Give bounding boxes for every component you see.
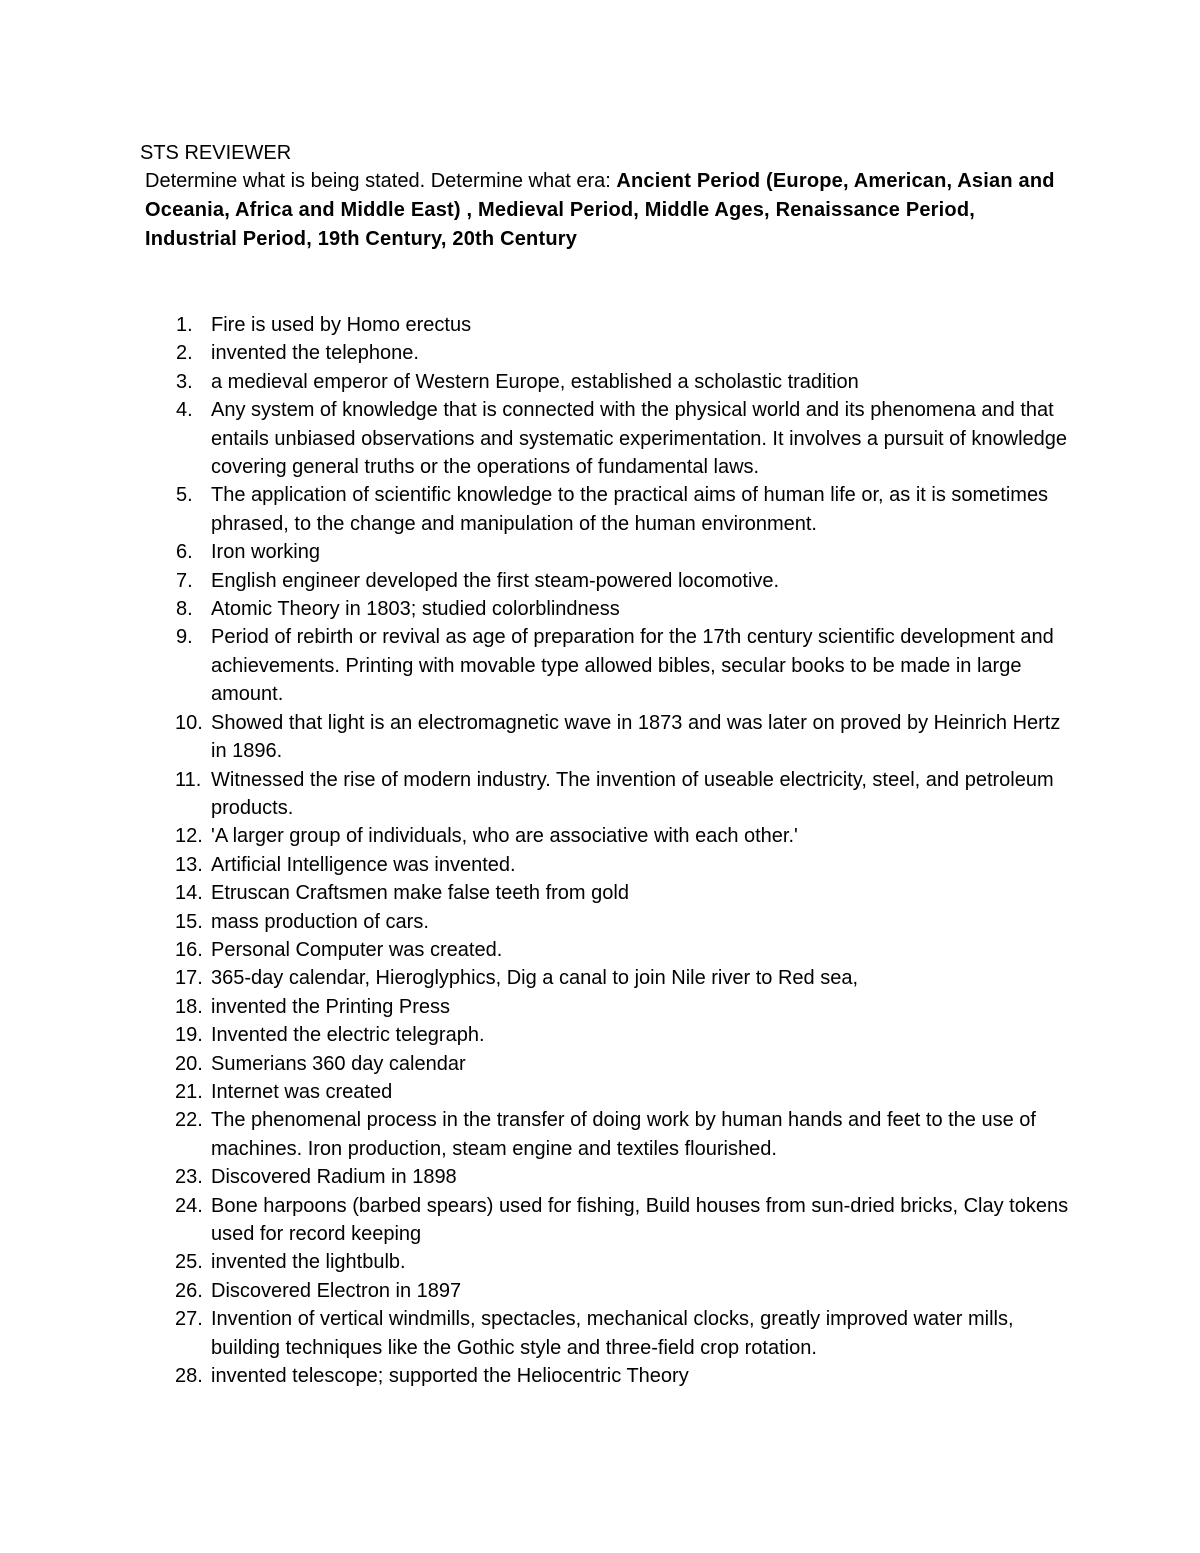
list-item: [140, 1163, 1070, 1191]
item-text: The phenomenal process in the transfer of doing work by human hands and feet to the use of machines. Iron production, steam engine and textiles flourished.: [211, 1109, 1036, 1160]
list-item: [140, 908, 1070, 936]
list-item: [140, 1106, 1070, 1163]
item-text: Discovered Radium in 1898: [211, 1166, 457, 1189]
item-text: Fire is used by Homo erectus: [211, 314, 472, 336]
item-number: 24.: [175, 1194, 203, 1217]
instructions: [140, 167, 1070, 254]
item-text: Artificial Intelligence was invented.: [211, 853, 516, 876]
list-item: [140, 538, 1070, 566]
item-text: Bone harpoons (barbed spears) used for fishing, Build houses from sun-dried bricks, Clay tokens used for record keeping: [211, 1194, 1069, 1245]
item-number: 16.: [175, 938, 203, 961]
list-item: [140, 311, 1070, 339]
list-item: [140, 1078, 1070, 1106]
item-number: 5.: [176, 484, 193, 507]
item-number: 3.: [176, 370, 193, 393]
item-text: Period of rebirth or revival as age of preparation for the 17th century scientific development and achievements. Printing with movable type allowed bibles, secular books to be made in large amount.: [211, 626, 1054, 706]
item-number: 22.: [175, 1109, 203, 1132]
item-number: 6.: [176, 541, 193, 564]
item-number: 23.: [175, 1166, 203, 1189]
list-item: [140, 1305, 1070, 1362]
item-number: 2.: [176, 342, 193, 365]
item-text: English engineer developed the first steam-powered locomotive.: [211, 569, 780, 592]
list-item: [140, 1277, 1070, 1305]
list-item: [140, 993, 1070, 1021]
era-list: Ancient Period (Europe, American, Asian and Oceania, Africa and Middle East) , Medieval Period, Middle Ages, Renaissance Period, Industrial Period, 19th Century, 20th Century: [145, 170, 1055, 250]
item-text: invented the Printing Press: [211, 995, 451, 1018]
list-item: [140, 339, 1070, 367]
item-number: 20.: [175, 1052, 203, 1075]
item-text: Atomic Theory in 1803; studied colorblindness: [211, 598, 620, 621]
list-item: [140, 623, 1070, 708]
item-number: 10.: [175, 711, 203, 734]
item-text: The application of scientific knowledge to the practical aims of human life or, as it is sometimes phrased, to the change and manipulation of the human environment.: [211, 484, 1049, 535]
item-text: Showed that light is an electromagnetic wave in 1873 and was later on proved by Heinrich Hertz in 1896.: [211, 711, 1061, 763]
item-text: 'A larger group of individuals, who are associative with each other.': [211, 825, 798, 848]
list-item: [140, 822, 1070, 850]
item-number: 15.: [175, 910, 203, 933]
item-text: Etruscan Craftsmen make false teeth from gold: [211, 882, 629, 905]
list-item: [140, 1362, 1070, 1390]
item-number: 9.: [176, 626, 193, 649]
item-number: 28.: [175, 1365, 203, 1388]
item-text: Discovered Electron in 1897: [211, 1279, 462, 1302]
item-text: Sumerians 360 day calendar: [211, 1052, 466, 1075]
item-text: invented the lightbulb.: [211, 1251, 406, 1274]
item-number: 8.: [176, 598, 193, 621]
list-item: [140, 567, 1070, 595]
list-item: [140, 1248, 1070, 1276]
item-text: Iron working: [211, 541, 320, 564]
list-item: [140, 1192, 1070, 1249]
list-item: [140, 936, 1070, 964]
list-item: [140, 396, 1070, 481]
list-item: [140, 766, 1070, 823]
list-item: [140, 368, 1070, 396]
item-number: 17.: [175, 967, 203, 990]
question-list: [140, 311, 1070, 1390]
item-text: mass production of cars.: [211, 910, 429, 933]
item-text: a medieval emperor of Western Europe, established a scholastic tradition: [211, 370, 859, 393]
document-page: [140, 139, 1070, 1388]
item-text: Personal Computer was created.: [211, 938, 503, 961]
item-number: 27.: [175, 1308, 203, 1331]
item-number: 26.: [175, 1279, 203, 1302]
item-number: 7.: [176, 569, 193, 592]
item-text: Internet was created: [211, 1080, 393, 1103]
item-number: 1.: [176, 314, 193, 336]
list-item: [140, 709, 1070, 766]
item-number: 19.: [175, 1024, 203, 1047]
item-text: invented telescope; supported the Heliocentric Theory: [211, 1365, 689, 1388]
item-number: 21.: [175, 1080, 203, 1103]
item-text: Invented the electric telegraph.: [211, 1024, 485, 1047]
item-text: Witnessed the rise of modern industry. The invention of useable electricity, steel, and petroleum products.: [211, 768, 1054, 819]
item-number: 4.: [176, 399, 193, 422]
item-number: 14.: [175, 882, 203, 905]
item-number: 12.: [175, 825, 203, 848]
list-item: [140, 1021, 1070, 1049]
list-item: [140, 964, 1070, 992]
item-number: 11.: [175, 768, 202, 791]
instruction-lead: Determine what is being stated. Determine what era:: [145, 170, 611, 192]
list-item: [140, 851, 1070, 879]
item-text: 365-day calendar, Hieroglyphics, Dig a canal to join Nile river to Red sea,: [211, 967, 859, 990]
item-text: Invention of vertical windmills, spectacles, mechanical clocks, greatly improved water mills, building techniques like the Gothic style and three-field crop rotation.: [211, 1308, 1014, 1359]
list-item: [140, 1050, 1070, 1078]
document-title: STS REVIEWER: [140, 142, 292, 164]
item-text: Any system of knowledge that is connected with the physical world and its phenomena and that entails unbiased observations and systematic experimentation. It involves a pursuit of knowledge covering general truths or the operations of fundamental laws.: [211, 399, 1068, 479]
list-item: [140, 595, 1070, 623]
list-item: [140, 481, 1070, 538]
item-number: 18.: [175, 995, 203, 1018]
item-text: invented the telephone.: [211, 342, 419, 365]
list-item: [140, 879, 1070, 907]
item-number: 13.: [175, 853, 203, 876]
item-number: 25.: [175, 1251, 203, 1274]
